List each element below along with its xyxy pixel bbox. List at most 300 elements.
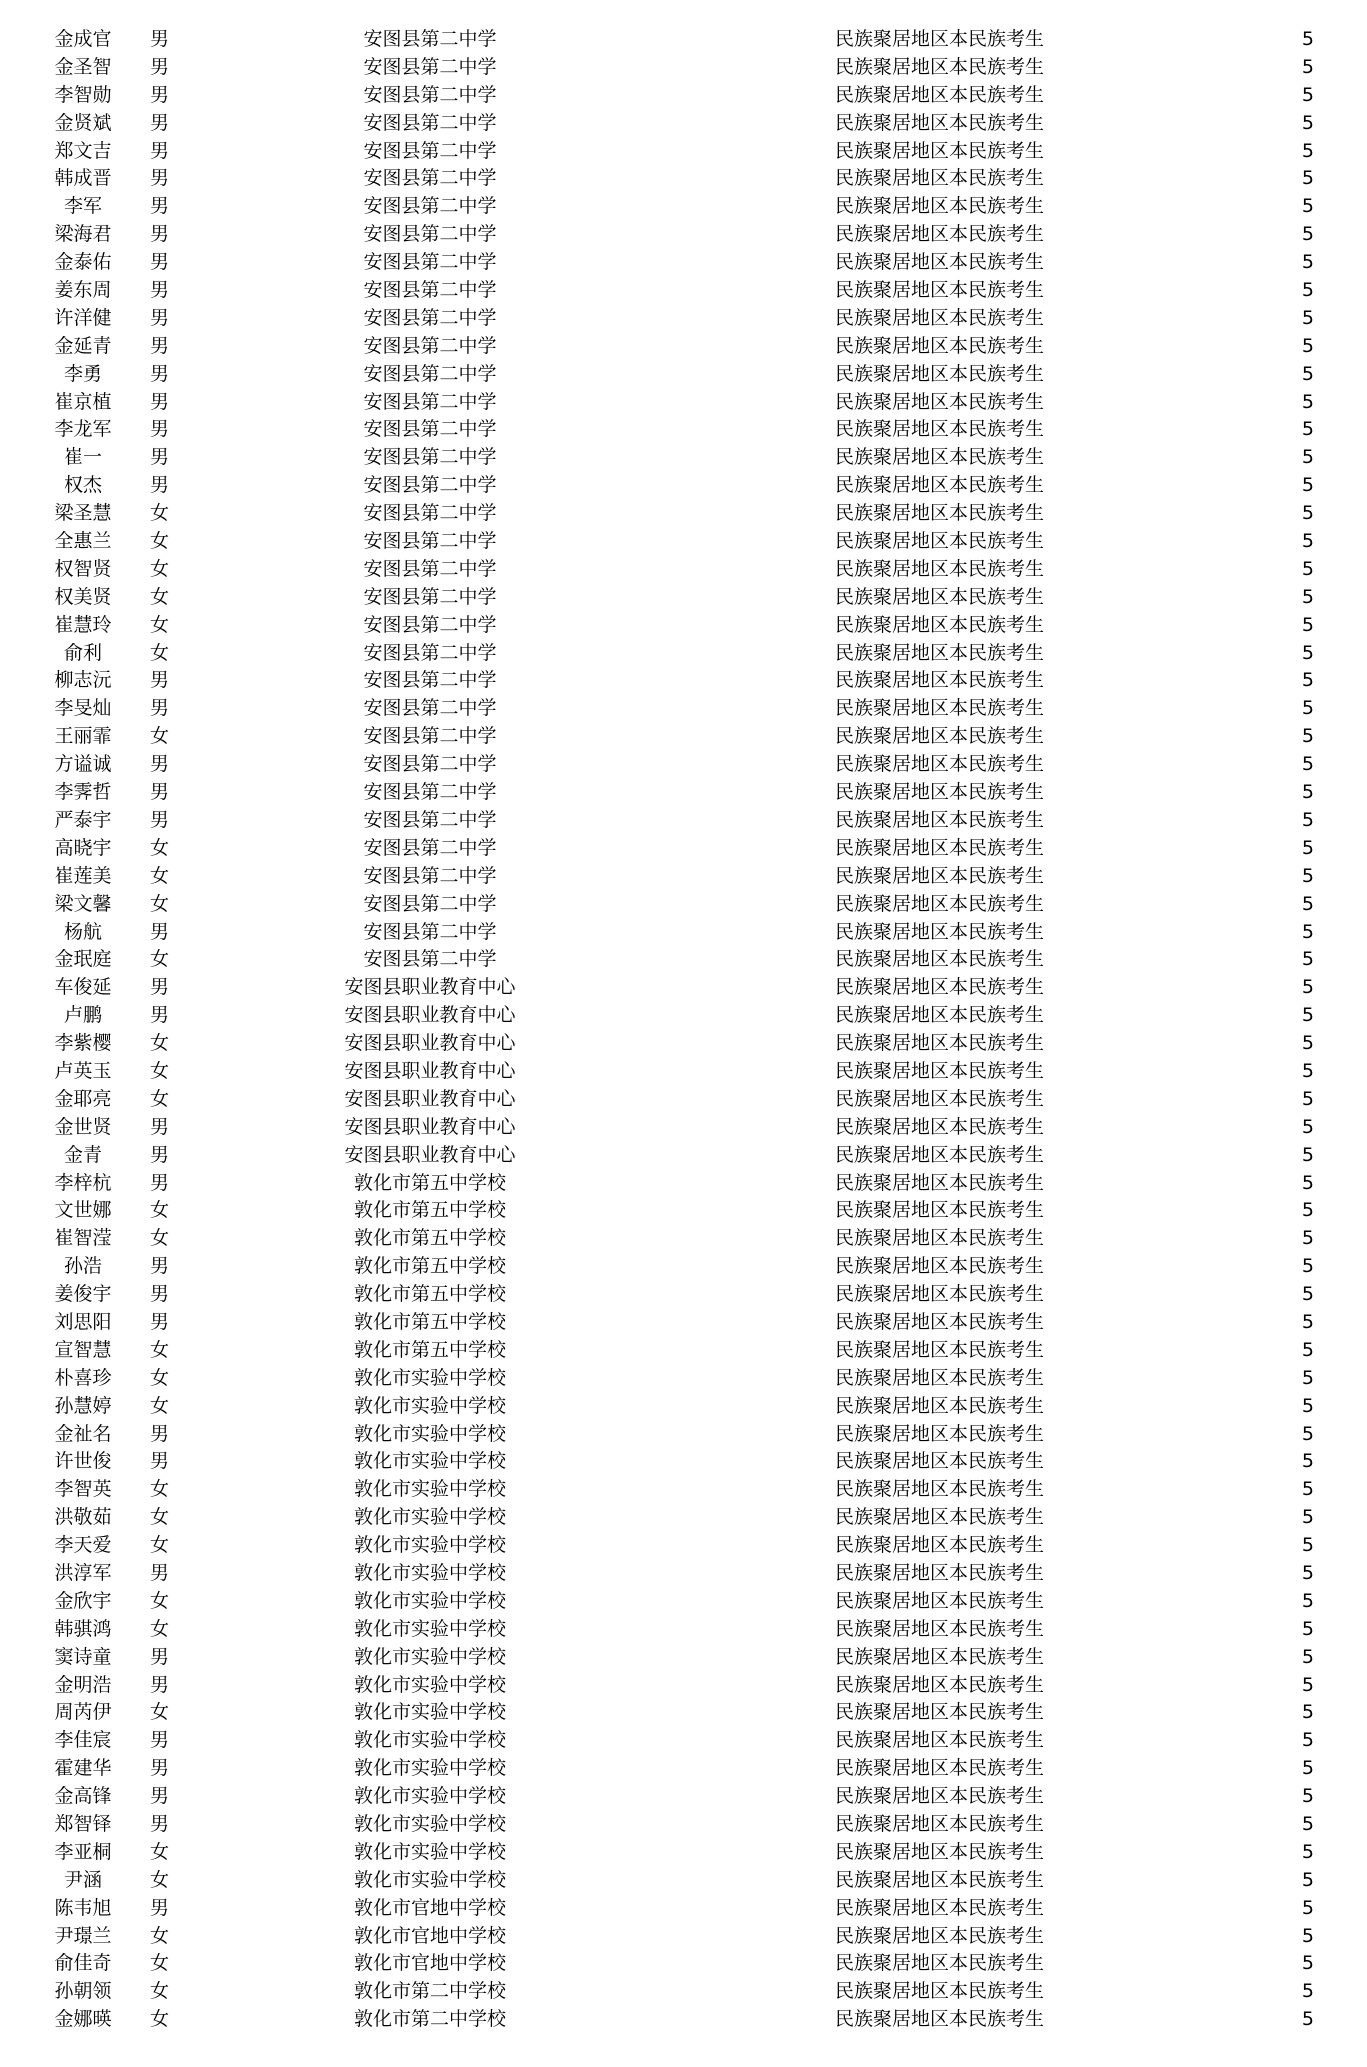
candidate-gender: 男: [150, 1757, 170, 1780]
table-row: [0, 221, 1367, 249]
candidate-category: 民族聚居地区本民族考生: [835, 530, 1045, 553]
candidate-name: 权美贤: [54, 585, 112, 608]
candidate-name: 金成官: [54, 28, 112, 50]
table-row: [0, 612, 1367, 640]
candidate-name: 郑文吉: [54, 139, 112, 162]
table-row: [0, 919, 1367, 947]
table-row: [0, 891, 1367, 919]
candidate-school: 安图县第二中学: [363, 474, 497, 497]
candidate-score: 5: [1301, 1338, 1314, 1361]
table-row: [0, 1672, 1367, 1700]
candidate-category: 民族聚居地区本民族考生: [835, 28, 1045, 50]
candidate-category: 民族聚居地区本民族考生: [835, 1617, 1045, 1640]
candidate-school: 安图县第二中学: [363, 697, 497, 720]
candidate-name: 文世娜: [54, 1199, 112, 1222]
candidate-score: 5: [1301, 920, 1314, 943]
candidate-score: 5: [1301, 502, 1314, 525]
candidate-gender: 女: [150, 1059, 170, 1082]
candidate-category: 民族聚居地区本民族考生: [835, 1283, 1045, 1306]
candidate-school: 敦化市第五中学校: [353, 1171, 506, 1194]
candidate-category: 民族聚居地区本民族考生: [835, 362, 1045, 385]
candidate-school: 安图县第二中学: [363, 390, 497, 413]
candidate-score: 5: [1301, 1255, 1314, 1278]
candidate-category: 民族聚居地区本民族考生: [835, 55, 1045, 78]
candidate-category: 民族聚居地区本民族考生: [835, 446, 1045, 469]
table-row: [0, 1755, 1367, 1783]
candidate-category: 民族聚居地区本民族考生: [835, 669, 1045, 692]
candidate-score: 5: [1301, 1115, 1314, 1138]
candidate-name: 金泰佑: [54, 251, 112, 274]
candidate-name: 郑智铎: [54, 1813, 112, 1835]
candidate-school: 安图县第二中学: [363, 195, 497, 218]
candidate-category: 民族聚居地区本民族考生: [835, 1032, 1045, 1055]
table-row: [0, 1476, 1367, 1504]
table-row: [0, 1644, 1367, 1672]
candidate-gender: 男: [150, 474, 170, 497]
candidate-score: 5: [1301, 1032, 1314, 1055]
candidate-score: 5: [1301, 781, 1314, 804]
candidate-school: 敦化市第五中学校: [353, 1255, 506, 1278]
candidate-score: 5: [1301, 390, 1314, 413]
table-row: [0, 500, 1367, 528]
table-row: [0, 1504, 1367, 1532]
candidate-gender: 男: [150, 334, 170, 357]
candidate-name: 金青: [63, 1143, 102, 1166]
candidate-category: 民族聚居地区本民族考生: [835, 1310, 1045, 1333]
table-row: [0, 2006, 1367, 2034]
candidate-gender: 男: [150, 1310, 170, 1333]
candidate-gender: 男: [150, 28, 170, 50]
table-row: [0, 1783, 1367, 1811]
candidate-name: 权智贤: [54, 557, 112, 580]
table-row: [0, 640, 1367, 668]
candidate-category: 民族聚居地区本民族考生: [835, 2008, 1045, 2031]
candidate-name: 高晓宇: [54, 836, 112, 859]
candidate-school: 敦化市实验中学校: [353, 1534, 506, 1557]
candidate-category: 民族聚居地区本民族考生: [835, 948, 1045, 971]
candidate-name: 李旻灿: [54, 697, 112, 720]
candidate-school: 安图县职业教育中心: [344, 1059, 516, 1082]
candidate-name: 朴喜珍: [54, 1366, 112, 1389]
candidate-score: 5: [1301, 1450, 1314, 1473]
candidate-name: 李军: [63, 195, 102, 218]
candidate-category: 民族聚居地区本民族考生: [835, 474, 1045, 497]
candidate-gender: 女: [150, 1199, 170, 1222]
candidate-gender: 男: [150, 446, 170, 469]
candidate-school: 敦化市第五中学校: [353, 1310, 506, 1333]
candidate-score: 5: [1301, 446, 1314, 469]
candidate-score: 5: [1301, 725, 1314, 748]
table-row: [0, 1839, 1367, 1867]
candidate-school: 安图县第二中学: [363, 753, 497, 776]
candidate-score: 5: [1301, 1366, 1314, 1389]
table-row: [0, 1365, 1367, 1393]
candidate-school: 敦化市实验中学校: [353, 1506, 506, 1529]
table-row: [0, 82, 1367, 110]
candidate-gender: 男: [150, 1171, 170, 1194]
table-row: [0, 863, 1367, 891]
candidate-name: 车俊延: [54, 976, 112, 999]
table-row: [0, 1448, 1367, 1476]
table-row: [0, 472, 1367, 500]
candidate-name: 宣智慧: [54, 1338, 112, 1361]
candidate-category: 民族聚居地区本民族考生: [835, 1115, 1045, 1138]
candidate-score: 5: [1301, 1087, 1314, 1110]
candidate-school: 安图县第二中学: [363, 641, 497, 664]
candidate-category: 民族聚居地区本民族考生: [835, 1924, 1045, 1947]
candidate-category: 民族聚居地区本民族考生: [835, 613, 1045, 636]
candidate-category: 民族聚居地区本民族考生: [835, 1171, 1045, 1194]
candidate-category: 民族聚居地区本民族考生: [835, 1729, 1045, 1752]
candidate-school: 安图县第二中学: [363, 502, 497, 525]
table-row: [0, 1086, 1367, 1114]
candidate-name: 李勇: [63, 362, 102, 385]
candidate-score: 5: [1301, 808, 1314, 831]
candidate-score: 5: [1301, 864, 1314, 887]
candidate-score: 5: [1301, 1394, 1314, 1417]
candidate-school: 安图县第二中学: [363, 864, 497, 887]
candidate-name: 霍建华: [54, 1757, 112, 1780]
table-row: [0, 1532, 1367, 1560]
candidate-school: 敦化市实验中学校: [353, 1589, 506, 1612]
candidate-name: 卢鹏: [63, 1004, 102, 1027]
candidate-category: 民族聚居地区本民族考生: [835, 557, 1045, 580]
candidate-category: 民族聚居地区本民族考生: [835, 167, 1045, 190]
candidate-gender: 男: [150, 1561, 170, 1584]
candidate-gender: 男: [150, 390, 170, 413]
table-row: [0, 695, 1367, 723]
candidate-name: 卢英玉: [54, 1059, 112, 1082]
table-row: [0, 528, 1367, 556]
candidate-score: 5: [1301, 1952, 1314, 1975]
candidate-gender: 女: [150, 1506, 170, 1529]
candidate-score: 5: [1301, 279, 1314, 302]
candidate-category: 民族聚居地区本民族考生: [835, 390, 1045, 413]
candidate-gender: 女: [150, 613, 170, 636]
candidate-name: 金高锋: [54, 1785, 112, 1808]
candidate-name: 柳志沅: [54, 669, 112, 692]
candidate-school: 安图县第二中学: [363, 557, 497, 580]
candidate-category: 民族聚居地区本民族考生: [835, 1868, 1045, 1891]
candidate-school: 安图县第二中学: [363, 306, 497, 329]
candidate-category: 民族聚居地区本民族考生: [835, 1952, 1045, 1975]
candidate-name: 金欣宇: [54, 1589, 112, 1612]
candidate-category: 民族聚居地区本民族考生: [835, 1896, 1045, 1919]
candidate-school: 安图县第二中学: [363, 585, 497, 608]
candidate-school: 敦化市官地中学校: [353, 1952, 506, 1975]
candidate-school: 敦化市第五中学校: [353, 1199, 506, 1222]
candidate-school: 敦化市实验中学校: [353, 1813, 506, 1835]
candidate-score: 5: [1301, 641, 1314, 664]
candidate-score: 5: [1301, 1701, 1314, 1724]
candidate-category: 民族聚居地区本民族考生: [835, 1506, 1045, 1529]
candidate-score: 5: [1301, 1478, 1314, 1501]
candidate-score: 5: [1301, 892, 1314, 915]
candidate-school: 安图县第二中学: [363, 279, 497, 302]
candidate-category: 民族聚居地区本民族考生: [835, 223, 1045, 246]
candidate-gender: 女: [150, 948, 170, 971]
candidate-category: 民族聚居地区本民族考生: [835, 418, 1045, 441]
candidate-gender: 女: [150, 641, 170, 664]
candidate-gender: 男: [150, 306, 170, 329]
candidate-gender: 女: [150, 1394, 170, 1417]
candidate-category: 民族聚居地区本民族考生: [835, 697, 1045, 720]
candidate-category: 民族聚居地区本民族考生: [835, 1366, 1045, 1389]
table-row: [0, 416, 1367, 444]
candidate-gender: 女: [150, 1534, 170, 1557]
table-row: [0, 1811, 1367, 1839]
candidate-gender: 男: [150, 55, 170, 78]
candidate-score: 5: [1301, 111, 1314, 134]
candidate-school: 敦化市实验中学校: [353, 1450, 506, 1473]
table-row: [0, 1002, 1367, 1030]
table-row: [0, 751, 1367, 779]
candidate-score: 5: [1301, 1896, 1314, 1919]
candidate-gender: 女: [150, 725, 170, 748]
candidate-gender: 男: [150, 781, 170, 804]
table-row: [0, 110, 1367, 138]
table-row: [0, 389, 1367, 417]
candidate-score: 5: [1301, 362, 1314, 385]
table-row: [0, 1588, 1367, 1616]
candidate-school: 敦化市实验中学校: [353, 1478, 506, 1501]
candidate-score: 5: [1301, 1283, 1314, 1306]
candidate-score: 5: [1301, 836, 1314, 859]
candidate-gender: 女: [150, 557, 170, 580]
table-row: [0, 165, 1367, 193]
candidate-score: 5: [1301, 1813, 1314, 1835]
candidate-school: 敦化市实验中学校: [353, 1561, 506, 1584]
candidate-name: 李梓杭: [54, 1171, 112, 1194]
candidate-gender: 男: [150, 1450, 170, 1473]
candidate-school: 安图县职业教育中心: [344, 976, 516, 999]
candidate-school: 安图县第二中学: [363, 530, 497, 553]
candidate-gender: 女: [150, 1338, 170, 1361]
candidate-gender: 男: [150, 111, 170, 134]
candidate-gender: 男: [150, 1255, 170, 1278]
candidate-name: 尹璟兰: [54, 1924, 112, 1947]
candidate-school: 安图县职业教育中心: [344, 1115, 516, 1138]
table-row: [0, 193, 1367, 221]
candidate-school: 敦化市实验中学校: [353, 1617, 506, 1640]
table-row: [0, 1421, 1367, 1449]
table-row: [0, 1142, 1367, 1170]
candidate-gender: 男: [150, 1896, 170, 1919]
candidate-name: 全惠兰: [54, 530, 112, 553]
table-row: [0, 1923, 1367, 1951]
candidate-score: 5: [1301, 1924, 1314, 1947]
candidate-school: 安图县第二中学: [363, 892, 497, 915]
candidate-category: 民族聚居地区本民族考生: [835, 864, 1045, 887]
candidate-name: 梁海君: [54, 223, 112, 246]
table-row: [0, 1058, 1367, 1086]
candidate-name: 孙慧婷: [54, 1394, 112, 1417]
candidate-score: 5: [1301, 55, 1314, 78]
candidate-score: 5: [1301, 1143, 1314, 1166]
candidate-school: 敦化市官地中学校: [353, 1924, 506, 1947]
candidate-school: 敦化市实验中学校: [353, 1757, 506, 1780]
candidate-score: 5: [1301, 530, 1314, 553]
candidate-gender: 男: [150, 167, 170, 190]
candidate-gender: 女: [150, 1478, 170, 1501]
candidate-score: 5: [1301, 753, 1314, 776]
candidate-score: 5: [1301, 1617, 1314, 1640]
candidate-category: 民族聚居地区本民族考生: [835, 1813, 1045, 1835]
candidate-school: 安图县第二中学: [363, 808, 497, 831]
candidate-gender: 女: [150, 1617, 170, 1640]
candidate-school: 敦化市第二中学校: [353, 2008, 506, 2031]
candidate-gender: 女: [150, 530, 170, 553]
candidate-school: 安图县第二中学: [363, 781, 497, 804]
candidate-name: 洪敬茹: [54, 1506, 112, 1529]
table-row: [0, 1393, 1367, 1421]
table-row: [0, 1727, 1367, 1755]
table-row: [0, 807, 1367, 835]
table-row: [0, 946, 1367, 974]
candidate-category: 民族聚居地区本民族考生: [835, 1422, 1045, 1445]
candidate-name: 崔一: [63, 446, 102, 469]
candidate-name: 金延青: [54, 334, 112, 357]
candidate-gender: 男: [150, 669, 170, 692]
candidate-score: 5: [1301, 948, 1314, 971]
candidate-score: 5: [1301, 1534, 1314, 1557]
candidate-name: 韩成晋: [54, 167, 112, 190]
candidate-category: 民族聚居地区本民族考生: [835, 1087, 1045, 1110]
candidate-score: 5: [1301, 557, 1314, 580]
candidate-gender: 男: [150, 279, 170, 302]
candidate-gender: 男: [150, 808, 170, 831]
candidate-school: 安图县第二中学: [363, 167, 497, 190]
candidate-school: 敦化市官地中学校: [353, 1896, 506, 1919]
candidate-gender: 男: [150, 195, 170, 218]
candidate-category: 民族聚居地区本民族考生: [835, 1478, 1045, 1501]
candidate-name: 洪淳军: [54, 1561, 112, 1584]
candidate-name: 姜俊宇: [54, 1283, 112, 1306]
candidate-school: 安图县职业教育中心: [344, 1032, 516, 1055]
candidate-category: 民族聚居地区本民族考生: [835, 753, 1045, 776]
candidate-school: 敦化市实验中学校: [353, 1366, 506, 1389]
candidate-gender: 女: [150, 1952, 170, 1975]
candidate-school: 安图县职业教育中心: [344, 1143, 516, 1166]
candidate-category: 民族聚居地区本民族考生: [835, 1589, 1045, 1612]
candidate-name: 韩骐鸿: [54, 1617, 112, 1640]
candidate-school: 安图县第二中学: [363, 725, 497, 748]
candidate-score: 5: [1301, 1589, 1314, 1612]
candidate-name: 金世贤: [54, 1115, 112, 1138]
candidate-gender: 女: [150, 1087, 170, 1110]
table-row: [0, 1281, 1367, 1309]
candidate-score: 5: [1301, 1561, 1314, 1584]
candidate-score: 5: [1301, 1506, 1314, 1529]
table-row: [0, 1253, 1367, 1281]
candidate-name: 李天爱: [54, 1534, 112, 1557]
candidate-school: 安图县第二中学: [363, 362, 497, 385]
candidate-school: 敦化市实验中学校: [353, 1701, 506, 1724]
candidate-name: 许洋健: [54, 306, 112, 329]
table-row: [0, 556, 1367, 584]
candidate-gender: 女: [150, 892, 170, 915]
candidate-gender: 男: [150, 83, 170, 106]
table-row: [0, 723, 1367, 751]
candidate-score: 5: [1301, 2008, 1314, 2031]
candidate-name: 权杰: [63, 474, 102, 497]
table-row: [0, 667, 1367, 695]
table-row: [0, 361, 1367, 389]
candidate-name: 金贤斌: [54, 111, 112, 134]
candidate-gender: 男: [150, 1785, 170, 1808]
candidate-school: 安图县第二中学: [363, 669, 497, 692]
table-row: [0, 138, 1367, 166]
candidate-category: 民族聚居地区本民族考生: [835, 585, 1045, 608]
table-row: [0, 277, 1367, 305]
candidate-category: 民族聚居地区本民族考生: [835, 1394, 1045, 1417]
candidate-name: 金祉名: [54, 1422, 112, 1445]
candidate-name: 梁圣慧: [54, 502, 112, 525]
candidate-score: 5: [1301, 195, 1314, 218]
candidate-name: 李亚桐: [54, 1840, 112, 1863]
candidate-category: 民族聚居地区本民族考生: [835, 139, 1045, 162]
candidate-category: 民族聚居地区本民族考生: [835, 1561, 1045, 1584]
candidate-score: 5: [1301, 1171, 1314, 1194]
candidate-category: 民族聚居地区本民族考生: [835, 1059, 1045, 1082]
table-row: [0, 1978, 1367, 2006]
candidate-category: 民族聚居地区本民族考生: [835, 1143, 1045, 1166]
candidate-category: 民族聚居地区本民族考生: [835, 836, 1045, 859]
candidate-score: 5: [1301, 1673, 1314, 1696]
candidate-school: 敦化市第五中学校: [353, 1283, 506, 1306]
candidate-gender: 男: [150, 362, 170, 385]
candidate-score: 5: [1301, 585, 1314, 608]
candidate-category: 民族聚居地区本民族考生: [835, 1980, 1045, 2003]
table-row: [0, 333, 1367, 361]
candidate-score: 5: [1301, 1645, 1314, 1668]
candidate-gender: 男: [150, 139, 170, 162]
candidate-gender: 女: [150, 1701, 170, 1724]
candidate-score: 5: [1301, 1729, 1314, 1752]
candidate-school: 敦化市实验中学校: [353, 1422, 506, 1445]
candidate-name: 李智勋: [54, 83, 112, 106]
table-row: [0, 974, 1367, 1002]
candidate-category: 民族聚居地区本民族考生: [835, 1757, 1045, 1780]
candidate-category: 民族聚居地区本民族考生: [835, 976, 1045, 999]
candidate-list: [0, 26, 1367, 2034]
candidate-score: 5: [1301, 1840, 1314, 1863]
candidate-score: 5: [1301, 139, 1314, 162]
table-row: [0, 1699, 1367, 1727]
candidate-school: 安图县第二中学: [363, 948, 497, 971]
candidate-category: 民族聚居地区本民族考生: [835, 1840, 1045, 1863]
table-row: [0, 1560, 1367, 1588]
table-row: [0, 1170, 1367, 1198]
candidate-school: 敦化市第五中学校: [353, 1227, 506, 1250]
candidate-school: 安图县职业教育中心: [344, 1004, 516, 1027]
candidate-gender: 男: [150, 251, 170, 274]
candidate-gender: 男: [150, 753, 170, 776]
candidate-gender: 男: [150, 1813, 170, 1835]
candidate-category: 民族聚居地区本民族考生: [835, 808, 1045, 831]
candidate-category: 民族聚居地区本民族考生: [835, 920, 1045, 943]
candidate-gender: 男: [150, 1422, 170, 1445]
candidate-category: 民族聚居地区本民族考生: [835, 1785, 1045, 1808]
candidate-gender: 女: [150, 2008, 170, 2031]
candidate-score: 5: [1301, 223, 1314, 246]
candidate-school: 敦化市第二中学校: [353, 1980, 506, 2003]
candidate-score: 5: [1301, 1059, 1314, 1082]
candidate-category: 民族聚居地区本民族考生: [835, 1338, 1045, 1361]
candidate-gender: 男: [150, 1673, 170, 1696]
candidate-score: 5: [1301, 613, 1314, 636]
candidate-score: 5: [1301, 1004, 1314, 1027]
